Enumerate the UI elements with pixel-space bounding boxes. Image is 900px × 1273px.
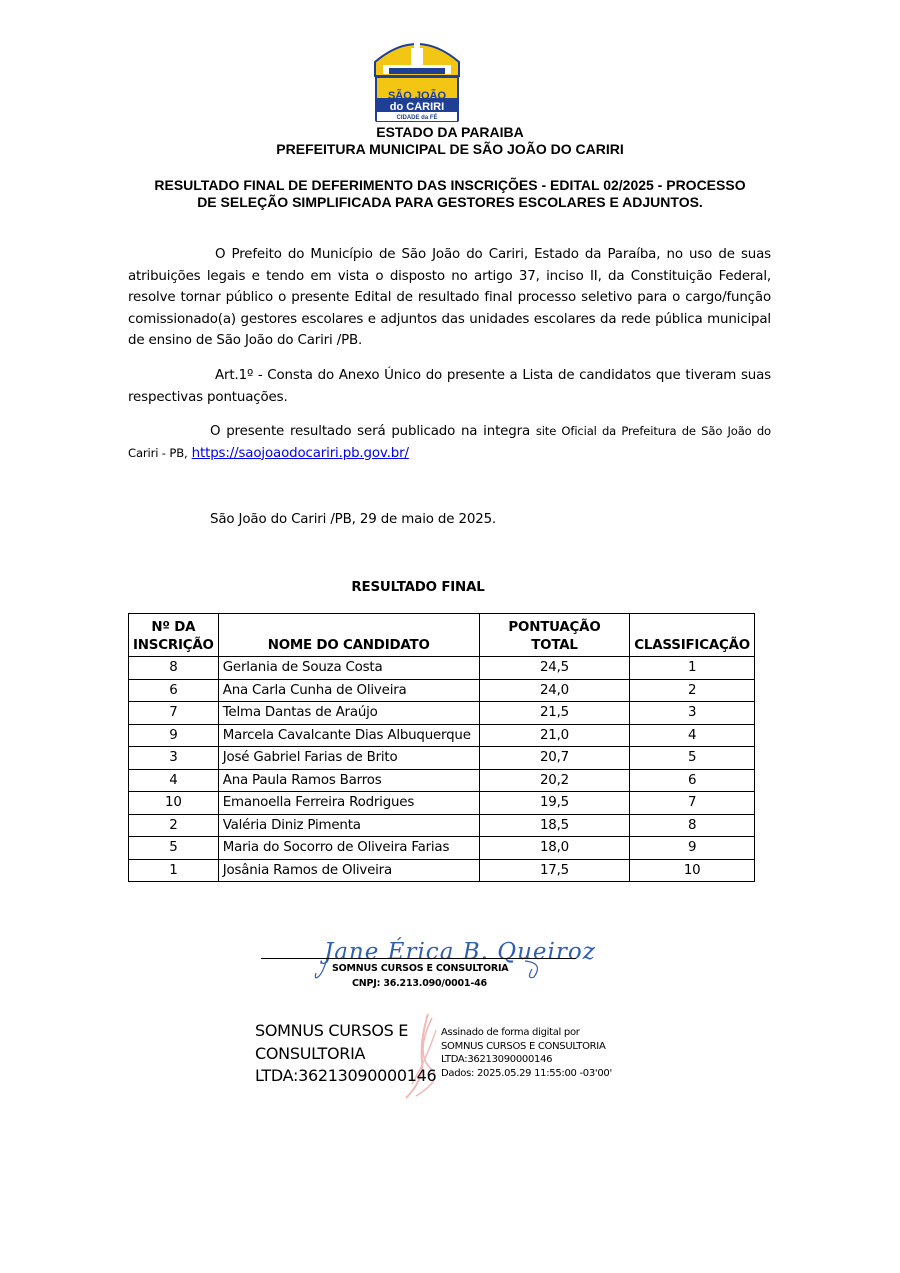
table-row [129,814,755,837]
cell-nome: José Gabriel Farias de Brito [218,747,479,770]
cell-nome: Emanoella Ferreira Rodrigues [218,792,479,815]
table-row [129,702,755,725]
cell-nome: Maria do Socorro de Oliveira Farias [218,837,479,860]
logo-tagline: CIDADE da FÉ [396,115,438,121]
cell-pontuacao: 19,5 [479,792,630,815]
cell-inscricao: 2 [129,814,219,837]
digital-signature-info [441,1026,661,1080]
header-nome: NOME DO CANDIDATO [218,614,479,657]
cell-pontuacao: 21,0 [479,724,630,747]
table-row [129,724,755,747]
municipality-heading: PREFEITURA MUNICIPAL DE SÃO JOÃO DO CARIRI [276,141,624,157]
results-table [128,613,755,882]
digital-info-line3: LTDA:36213090000146 [441,1054,553,1066]
cell-classificacao: 6 [630,769,755,792]
cell-pontuacao: 17,5 [479,859,630,882]
header-classificacao: CLASSIFICAÇÃO [630,614,755,657]
results-title: RESULTADO FINAL [351,580,485,595]
cell-classificacao: 5 [630,747,755,770]
state-heading: ESTADO DA PARAIBA [376,124,524,140]
cell-classificacao: 1 [630,657,755,680]
table-header-row [129,614,755,657]
cell-classificacao: 4 [630,724,755,747]
digital-signer-line3: LTDA:36213090000146 [255,1066,437,1085]
logo-text-line1: SÃO JOÃO [387,90,447,102]
date-line: São João do Cariri /PB, 29 de maio de 2025. [210,512,497,527]
table-row [129,792,755,815]
header-pontuacao: PONTUAÇÃO TOTAL [479,614,630,657]
cell-pontuacao: 20,2 [479,769,630,792]
cell-inscricao: 3 [129,747,219,770]
table-row [129,747,755,770]
signature-line [261,958,576,959]
digital-signer-name [255,1020,455,1088]
table-row [129,769,755,792]
municipal-logo [373,32,461,125]
table-row [129,679,755,702]
signature-cnpj: CNPJ: 36.213.090/0001-46 [352,978,487,989]
body-paragraph-1: O Prefeito do Município de São João do Cariri, Estado da Paraíba, no uso de suas atribuições legais e tendo em vista o disposto no artigo 37, inciso II, da Constituição Federal, resolve tornar público o presente Edital de resultado final processo seletivo para o cargo/função comissionado(a) gestores escolares e adjuntos das unidades escolares da rede pública municipal de ensino de São João do Cariri /PB. [128,247,771,348]
document-title-line2: DE SELEÇÃO SIMPLIFICADA PARA GESTORES ESCOLARES E ADJUNTOS. [197,194,703,210]
cell-inscricao: 10 [129,792,219,815]
cell-inscricao: 4 [129,769,219,792]
cell-classificacao: 9 [630,837,755,860]
header-inscricao [129,614,219,657]
logo-text-line2: do CARIRI [389,101,445,113]
cell-classificacao: 7 [630,792,755,815]
cell-inscricao: 8 [129,657,219,680]
cell-classificacao: 3 [630,702,755,725]
digital-info-line4: Dados: 2025.05.29 11:55:00 -03'00' [441,1067,612,1079]
cell-pontuacao: 18,0 [479,837,630,860]
cell-pontuacao: 20,7 [479,747,630,770]
cell-nome: Ana Carla Cunha de Oliveira [218,679,479,702]
cell-inscricao: 9 [129,724,219,747]
cell-classificacao: 2 [630,679,755,702]
table-row [129,837,755,860]
body-paragraph-3 [128,421,771,464]
paragraph-3-site-text: site Oficial da Prefeitura de São João do Cariri - PB, [128,424,771,460]
cell-nome: Valéria Diniz Pimenta [218,814,479,837]
cell-classificacao: 10 [630,859,755,882]
cell-inscricao: 6 [129,679,219,702]
body-paragraph-2: Art.1º - Consta do Anexo Único do presente a Lista de candidatos que tiveram suas respectivas pontuações. [128,368,771,405]
signature-text: Jane Érica B. Queiroz [324,939,596,965]
cell-inscricao: 7 [129,702,219,725]
cell-pontuacao: 24,5 [479,657,630,680]
cell-pontuacao: 24,0 [479,679,630,702]
cell-inscricao: 1 [129,859,219,882]
cell-nome: Telma Dantas de Araújo [218,702,479,725]
cell-nome: Marcela Cavalcante Dias Albuquerque [218,724,479,747]
cell-inscricao: 5 [129,837,219,860]
table-row [129,657,755,680]
document-title-line1: RESULTADO FINAL DE DEFERIMENTO DAS INSCRIÇÕES - EDITAL 02/2025 - PROCESSO [154,177,746,193]
paragraph-3-text: O presente resultado será publicado na integra [210,424,531,439]
results-table-body [129,657,755,882]
cell-pontuacao: 18,5 [479,814,630,837]
table-row [129,859,755,882]
header-inscricao-line1: Nº DA [151,620,196,635]
digital-info-line2: SOMNUS CURSOS E CONSULTORIA [441,1040,606,1052]
header-inscricao-line2: INSCRIÇÃO [133,638,214,653]
website-link[interactable]: https://saojoaodocariri.pb.gov.br/ [191,445,409,461]
cell-nome: Josânia Ramos de Oliveira [218,859,479,882]
digital-signer-line2: CONSULTORIA [255,1043,366,1063]
cell-pontuacao: 21,5 [479,702,630,725]
cell-nome: Ana Paula Ramos Barros [218,769,479,792]
signature-company: SOMNUS CURSOS E CONSULTORIA [332,963,509,974]
digital-info-line1: Assinado de forma digital por [441,1027,580,1038]
cell-nome: Gerlania de Souza Costa [218,657,479,680]
digital-signer-line1: SOMNUS CURSOS E [255,1021,409,1040]
cell-classificacao: 8 [630,814,755,837]
